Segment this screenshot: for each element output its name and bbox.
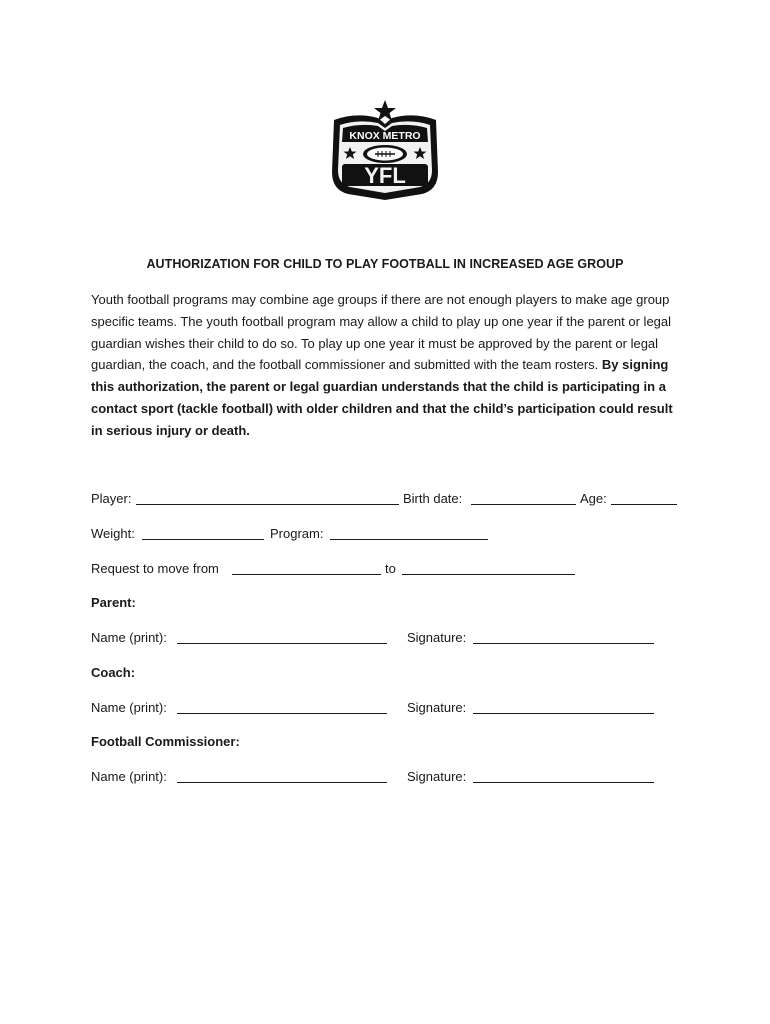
request-row [91, 559, 681, 579]
intro-paragraph [91, 289, 681, 442]
player-row [91, 489, 681, 509]
parent-signature-field[interactable] [473, 643, 654, 644]
coach-name-field[interactable] [177, 713, 387, 714]
commissioner-signature-field[interactable] [473, 782, 654, 783]
coach-signature-label: Signature: [407, 700, 467, 715]
age-field[interactable] [611, 504, 677, 505]
coach-name-label: Name (print): [91, 700, 167, 715]
commissioner-signature-label: Signature: [407, 769, 467, 784]
birth-date-field[interactable] [471, 504, 576, 505]
request-to-field[interactable] [402, 574, 575, 575]
birth-date-label: Birth date: [403, 491, 463, 506]
commissioner-name-label: Name (print): [91, 769, 167, 784]
weight-row [91, 524, 681, 544]
weight-field[interactable] [142, 539, 264, 540]
weight-label: Weight: [91, 526, 135, 541]
coach-signature-row [91, 698, 681, 718]
parent-signature-row [91, 628, 681, 648]
intro-text: Youth football programs may combine age groups if there are not enough players to make age group specific teams. The youth football program may allow a child to play up one year if the parent or legal guardian wishes their child to do so. To play up one year it must be approved by the parent or legal guardian, the coach, and the football commissioner and submitted with the team rosters. [91, 292, 672, 373]
age-label: Age: [580, 491, 607, 506]
parent-name-field[interactable] [177, 643, 387, 644]
knox-metro-yfl-logo [326, 98, 444, 202]
coach-heading: Coach: [91, 665, 136, 680]
player-label: Player: [91, 491, 132, 506]
parent-signature-label: Signature: [407, 630, 467, 645]
request-to-label: to [385, 561, 396, 576]
request-from-field[interactable] [232, 574, 381, 575]
player-field[interactable] [136, 504, 399, 505]
parent-name-label: Name (print): [91, 630, 167, 645]
program-label: Program: [270, 526, 324, 541]
program-field[interactable] [330, 539, 488, 540]
commissioner-name-field[interactable] [177, 782, 387, 783]
commissioner-heading: Football Commissioner: [91, 734, 240, 749]
coach-signature-field[interactable] [473, 713, 654, 714]
request-from-label: Request to move from [91, 561, 219, 576]
intro-bold-text: By signing this authorization, the parent or legal guardian understands that the child is participating in a contact sport (tackle football) with older children and that the child’s participation could result in serious injury or death. [91, 357, 673, 438]
logo-text-top: KNOX METRO [349, 130, 421, 142]
document-title: AUTHORIZATION FOR CHILD TO PLAY FOOTBALL IN INCREASED AGE GROUP [146, 257, 624, 271]
logo-text-bottom: YFL [364, 163, 406, 188]
commissioner-signature-row [91, 767, 681, 787]
parent-heading: Parent: [91, 595, 136, 610]
